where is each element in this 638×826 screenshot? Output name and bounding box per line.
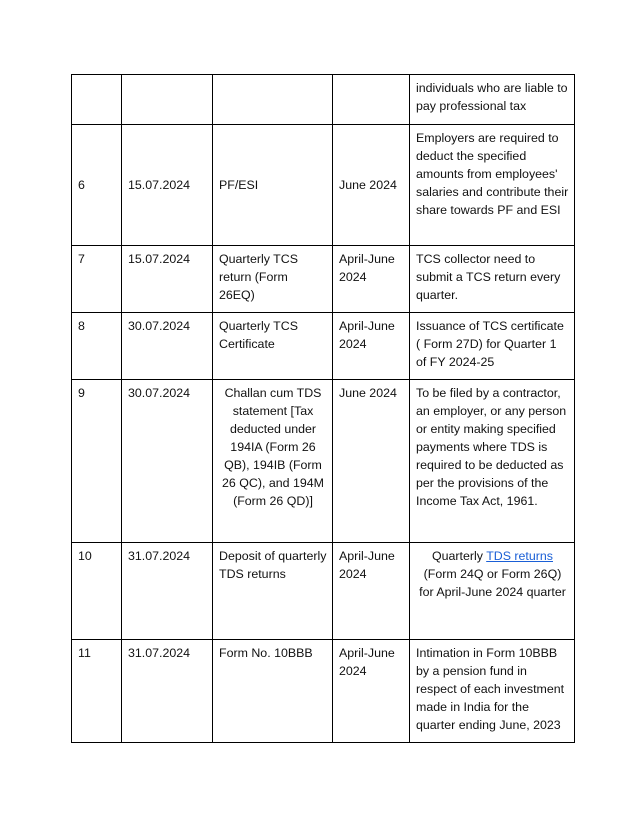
table-row bbox=[72, 75, 575, 125]
period-cell: April-June 2024 bbox=[333, 246, 410, 313]
serial-no-cell: 10 bbox=[72, 543, 122, 640]
description-cell bbox=[410, 543, 575, 640]
compliance-form-cell: Deposit of quarterly TDS returns bbox=[213, 543, 333, 640]
description-cell: individuals who are liable to pay professional tax bbox=[410, 75, 575, 125]
serial-no-cell: 9 bbox=[72, 380, 122, 543]
period-cell: April-June 2024 bbox=[333, 543, 410, 640]
description-cell: TCS collector need to submit a TCS return every quarter. bbox=[410, 246, 575, 313]
due-date-cell: 31.07.2024 bbox=[122, 640, 213, 743]
period-cell: June 2024 bbox=[333, 125, 410, 246]
table-row bbox=[72, 125, 575, 246]
due-date-cell: 15.07.2024 bbox=[122, 125, 213, 246]
due-date-cell: 15.07.2024 bbox=[122, 246, 213, 313]
serial-no-cell bbox=[72, 75, 122, 125]
due-date-cell: 31.07.2024 bbox=[122, 543, 213, 640]
table-row bbox=[72, 313, 575, 380]
compliance-form-cell: Quarterly TCS Certificate bbox=[213, 313, 333, 380]
compliance-calendar-table bbox=[71, 74, 575, 743]
serial-no-cell: 7 bbox=[72, 246, 122, 313]
serial-no-cell: 8 bbox=[72, 313, 122, 380]
description-cell: Issuance of TCS certificate ( Form 27D) for Quarter 1 of FY 2024-25 bbox=[410, 313, 575, 380]
description-cell: Intimation in Form 10BBB by a pension fund in respect of each investment made in India for the quarter ending June, 2023 bbox=[410, 640, 575, 743]
description-prefix: Quarterly bbox=[432, 549, 487, 563]
description-suffix: (Form 24Q or Form 26Q) for April-June 2024 quarter bbox=[419, 567, 566, 599]
period-cell: April-June 2024 bbox=[333, 313, 410, 380]
compliance-form-cell: Challan cum TDS statement [Tax deducted under 194IA (Form 26 QB), 194IB (Form 26 QC), and 194M (Form 26 QD)] bbox=[213, 380, 333, 543]
description-cell: To be filed by a contractor, an employer, or any person or entity making specified payments where TDS is required to be deducted as per the provisions of the Income Tax Act, 1961. bbox=[410, 380, 575, 543]
due-date-cell bbox=[122, 75, 213, 125]
due-date-cell: 30.07.2024 bbox=[122, 313, 213, 380]
serial-no-cell: 11 bbox=[72, 640, 122, 743]
table-row bbox=[72, 246, 575, 313]
compliance-form-cell: PF/ESI bbox=[213, 125, 333, 246]
table-row bbox=[72, 380, 575, 543]
period-cell: June 2024 bbox=[333, 380, 410, 543]
due-date-cell: 30.07.2024 bbox=[122, 380, 213, 543]
period-cell bbox=[333, 75, 410, 125]
table-row bbox=[72, 543, 575, 640]
serial-no-cell: 6 bbox=[72, 125, 122, 246]
description-cell: Employers are required to deduct the specified amounts from employees' salaries and contribute their share towards PF and ESI bbox=[410, 125, 575, 246]
tds-returns-link[interactable]: TDS returns bbox=[486, 549, 553, 563]
period-cell: April-June 2024 bbox=[333, 640, 410, 743]
compliance-form-cell: Form No. 10BBB bbox=[213, 640, 333, 743]
table-row bbox=[72, 640, 575, 743]
compliance-form-cell bbox=[213, 75, 333, 125]
compliance-form-cell: Quarterly TCS return (Form 26EQ) bbox=[213, 246, 333, 313]
